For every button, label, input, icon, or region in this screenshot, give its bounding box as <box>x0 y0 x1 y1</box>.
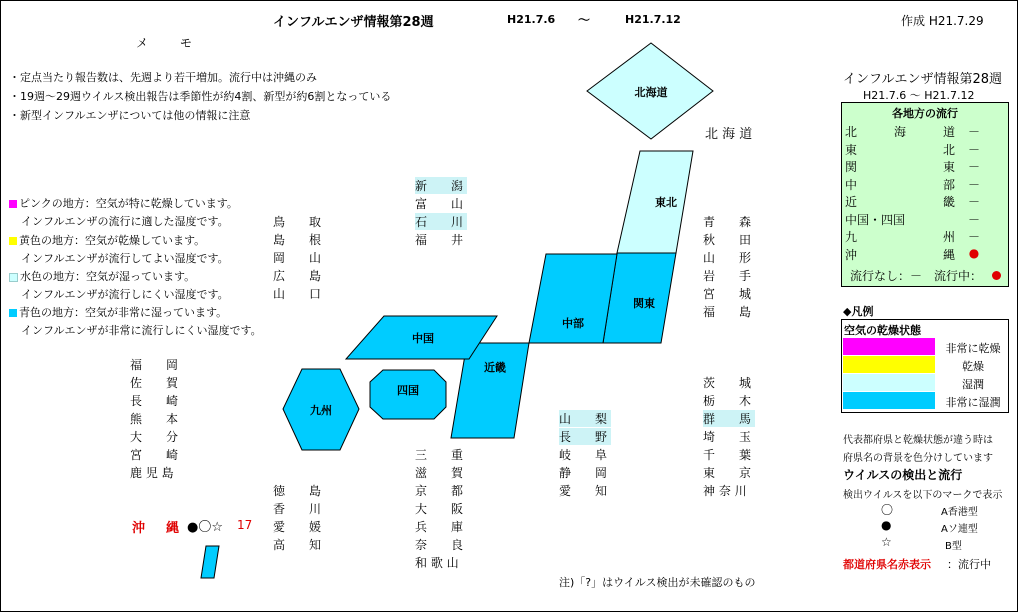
status-row-region: 東 北 <box>845 142 955 157</box>
humid-swatch <box>843 374 935 391</box>
virus-label-b: B型 <box>945 541 962 552</box>
pref-shiga: 滋 賀 <box>415 466 464 480</box>
pref-tokyo: 東 京 <box>703 466 752 480</box>
pref-yamagata: 山 形 <box>703 251 752 265</box>
pref-fukuoka: 福 岡 <box>130 358 179 372</box>
memo-label: メ モ <box>136 36 206 50</box>
pref-iwate: 岩 手 <box>703 269 752 283</box>
dryness-legend <box>841 319 1009 413</box>
pref-gunma: 群 馬 <box>703 410 755 427</box>
pref-saga: 佐 賀 <box>130 376 179 390</box>
humidity-note-lightblue-sub: インフルエンザが流行しにくい湿度です。 <box>21 288 229 301</box>
filled-circle-icon: ● <box>881 518 892 532</box>
page-title: インフルエンザ情報第28週 <box>273 15 434 30</box>
humidity-note-pink: ピンクの地方：空気が特に乾燥しています。 <box>9 195 238 211</box>
status-row-region: 沖 縄 <box>845 247 955 262</box>
panel-dates: H21.7.6 ～ H21.7.12 <box>863 89 975 102</box>
region-label-shikoku: 四国 <box>397 384 419 397</box>
pref-ehime: 愛 媛 <box>273 520 322 534</box>
pref-tottori: 鳥 取 <box>273 215 322 229</box>
status-row-region: 中国・四国 <box>845 212 906 227</box>
okinawa-virus-marks: ●〇☆ <box>187 520 223 535</box>
virus-label-a-hongkong: A香港型 <box>941 507 978 518</box>
humidity-note-blue: 青色の地方：空気が非常に湿っています。 <box>9 304 227 320</box>
pref-aichi: 愛 知 <box>559 484 608 498</box>
status-row <box>842 158 1008 175</box>
pref-kochi: 高 知 <box>273 538 322 552</box>
pref-miyazaki: 宮 崎 <box>130 448 179 462</box>
virus-title: ウイルスの検出と流行 <box>843 468 963 482</box>
pref-chiba: 千 葉 <box>703 448 752 462</box>
memo-line-1: ・定点当たり報告数は、先週より若干増加。流行中は沖縄のみ <box>9 71 317 84</box>
date-to: H21.7.12 <box>625 13 681 26</box>
pref-fukushima: 福 島 <box>703 305 752 319</box>
created-date: 作成 H21.7.29 <box>901 14 984 28</box>
pref-wakayama: 和 歌 山 <box>415 556 459 570</box>
status-row-region: 九 州 <box>845 230 955 244</box>
okinawa-count: 17 <box>237 518 253 532</box>
status-table-header: 各地方の流行 <box>892 107 958 120</box>
region-okinawa <box>201 546 219 578</box>
status-row-region: 近 畿 <box>845 195 955 209</box>
pref-tochigi: 栃 木 <box>703 394 752 408</box>
status-row-value: － <box>967 142 980 157</box>
status-row <box>842 123 1008 140</box>
pref-yamanashi: 山 梨 <box>559 410 611 427</box>
date-tilde: ～ <box>578 13 591 27</box>
status-row <box>842 176 1008 193</box>
status-row-region: 関 東 <box>845 160 955 174</box>
rep-note-2: 府県名の背景を色分けしています <box>843 453 993 464</box>
pref-shizuoka: 静 岡 <box>559 466 608 480</box>
humidity-note-pink-sub: インフルエンザの流行に適した湿度です。 <box>21 215 229 228</box>
pref-hyogo: 兵 庫 <box>415 520 464 534</box>
pref-kumamoto: 熊 本 <box>130 412 179 426</box>
footnote: 注)「?」はウイルス検出が未確認のもの <box>559 576 756 589</box>
pref-tokushima: 徳 島 <box>273 484 322 498</box>
humidity-note-lightblue: 水色の地方：空気が湿っています。 <box>9 268 195 284</box>
dryness-row-humid: 湿潤 <box>842 374 1008 392</box>
pref-oita: 大 分 <box>130 430 179 444</box>
status-row-region: 中 部 <box>845 177 955 192</box>
pref-toyama: 富 山 <box>415 197 464 211</box>
pref-hokkaido: 北 海 道 <box>705 127 753 142</box>
status-row-value: － <box>967 125 980 139</box>
rep-note-1: 代表都府県と乾燥状態が違う時は <box>843 435 993 446</box>
region-label-chugoku: 中国 <box>412 332 434 345</box>
status-row-value: － <box>967 195 980 209</box>
pref-mie: 三 重 <box>415 448 464 462</box>
status-row-value: － <box>967 160 980 174</box>
memo-line-2: ・19週～29週ウイルス検出報告は季節性が約4割、新型が約6割となっている <box>9 90 392 103</box>
status-row <box>842 228 1008 245</box>
pref-nagano: 長 野 <box>559 428 611 445</box>
pref-ishikawa: 石 川 <box>415 213 467 230</box>
humidity-note-yellow: 黄色の地方：空気が乾燥しています。 <box>9 232 205 248</box>
status-row <box>842 141 1008 158</box>
red-label-legend: 都道府県名赤表示 <box>843 558 931 571</box>
hollow-circle-icon: 〇 <box>881 503 894 517</box>
pref-hiroshima: 広 島 <box>273 269 322 283</box>
pref-ibaraki: 茨 城 <box>703 376 752 390</box>
pref-nagasaki: 長 崎 <box>130 394 179 408</box>
humidity-note-blue-sub: インフルエンザが非常に流行しにくい湿度です。 <box>21 324 262 337</box>
legend-header: ◆凡例 <box>843 305 874 318</box>
pref-saitama: 埼 玉 <box>703 430 752 444</box>
virus-label-a-soviet: Aソ連型 <box>941 524 978 535</box>
pref-niigata: 新 潟 <box>415 177 467 194</box>
pref-yamaguchi: 山 口 <box>273 287 322 301</box>
dryness-row-very-humid: 非常に湿潤 <box>842 392 1008 410</box>
pref-kagoshima: 鹿 児 島 <box>130 466 174 480</box>
humidity-note-yellow-sub: インフルエンザが流行してよい湿度です。 <box>21 252 229 265</box>
pref-gifu: 岐 阜 <box>559 448 608 462</box>
region-label-kyushu: 九州 <box>310 404 332 417</box>
region-status-table <box>841 102 1009 287</box>
very-humid-swatch <box>843 392 935 409</box>
region-label-tohoku: 東北 <box>655 196 677 209</box>
status-row <box>842 211 1008 228</box>
pref-okayama: 岡 山 <box>273 251 322 265</box>
dryness-title: 空気の乾燥状態 <box>844 324 921 337</box>
pref-aomori: 青 森 <box>703 215 752 229</box>
pref-osaka: 大 阪 <box>415 502 464 516</box>
status-note-none: 流行なし：－ <box>850 269 923 283</box>
pref-shimane: 島 根 <box>273 233 322 247</box>
virus-desc: 検出ウイルスを以下のマークで表示 <box>843 490 1003 501</box>
region-label-kanto: 関東 <box>633 297 655 310</box>
pref-nara: 奈 良 <box>415 538 464 552</box>
pref-fukui: 福 井 <box>415 233 464 247</box>
active-dot-icon <box>992 271 1001 280</box>
pref-akita: 秋 田 <box>703 233 752 247</box>
pref-kanagawa: 神 奈 川 <box>703 484 747 498</box>
pref-kagawa: 香 川 <box>273 502 322 516</box>
pref-miyagi: 宮 城 <box>703 287 752 301</box>
status-row-value: － <box>967 177 980 192</box>
dryness-row-dry: 乾燥 <box>842 356 1008 374</box>
status-row-value: ● <box>968 245 980 260</box>
status-note-active: 流行中： <box>934 269 983 283</box>
status-row <box>842 246 1008 263</box>
pref-kyoto: 京 都 <box>415 484 464 498</box>
panel-title: インフルエンザ情報第28週 <box>843 72 1003 87</box>
region-label-hokkaido: 北海道 <box>634 86 668 99</box>
date-from: H21.7.6 <box>507 13 556 26</box>
dryness-row-very-dry: 非常に乾燥 <box>842 338 1008 356</box>
pref-okinawa: 沖 縄 <box>132 521 184 536</box>
region-label-kinki: 近畿 <box>484 361 506 374</box>
status-row <box>842 193 1008 210</box>
status-row-region: 北 海 道 <box>845 125 955 139</box>
status-row-value: － <box>967 212 980 227</box>
status-row-value: － <box>967 230 980 244</box>
memo-line-3: ・新型インフルエンザについては他の情報に注意 <box>9 109 251 122</box>
region-label-chubu: 中部 <box>562 317 584 330</box>
star-icon: ☆ <box>881 535 892 549</box>
very-dry-swatch <box>843 338 935 355</box>
red-label-desc: ：流行中 <box>947 558 991 571</box>
dry-swatch <box>843 356 935 373</box>
